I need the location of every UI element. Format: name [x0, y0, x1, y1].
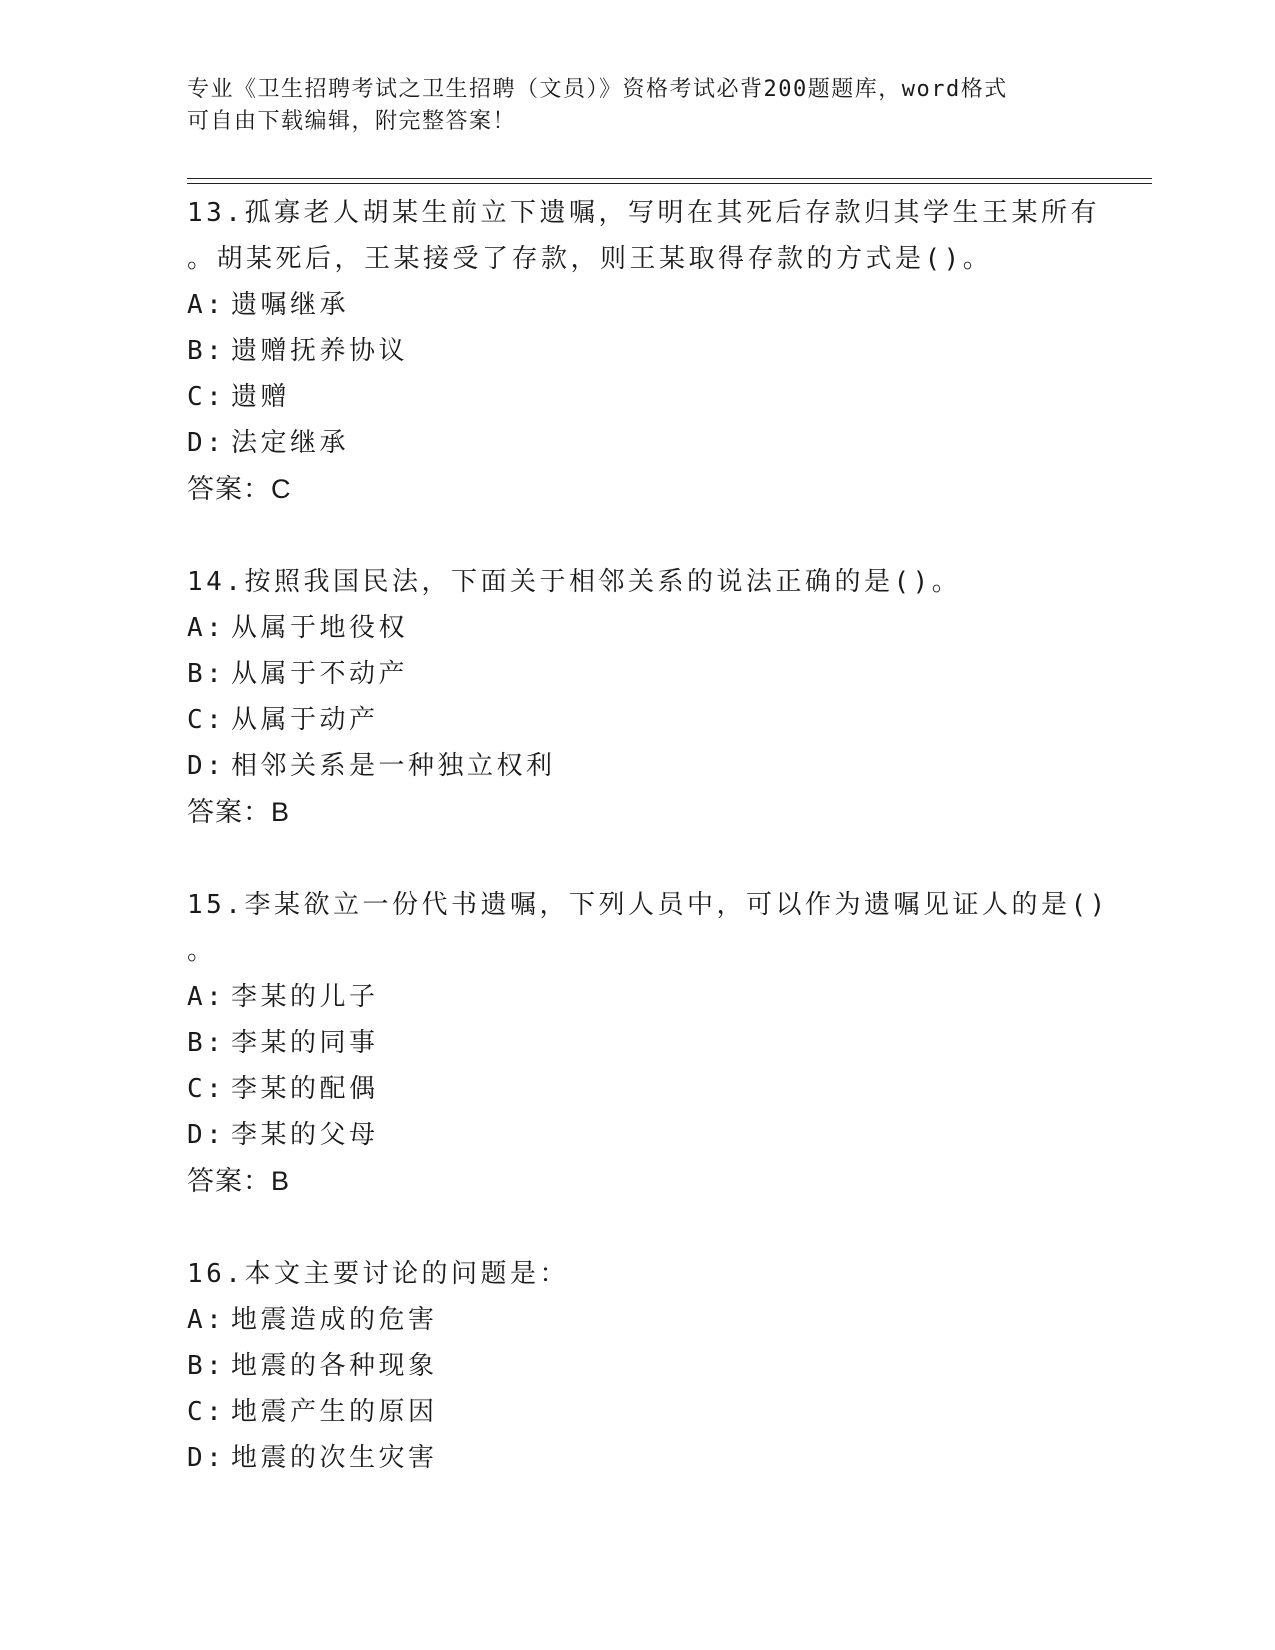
option-letter: D:: [187, 428, 226, 458]
option-text: 地震的次生灾害: [231, 1443, 438, 1473]
option-text: 李某的儿子: [231, 982, 379, 1012]
option-letter: A:: [187, 1305, 226, 1335]
question-16: [187, 1251, 1087, 1481]
option-b: [187, 651, 1087, 697]
option-c: [187, 374, 1087, 420]
option-b: [187, 1020, 1087, 1066]
option-c: [187, 697, 1087, 743]
question-15: [187, 882, 1109, 1204]
question-stem: [187, 882, 1109, 974]
option-d: [187, 420, 1087, 466]
option-b: [187, 328, 1087, 374]
option-c: [187, 1066, 1087, 1112]
option-text: 从属于地役权: [231, 613, 409, 643]
header-divider: [187, 178, 1152, 184]
question-stem-line: 16.本文主要讨论的问题是：: [187, 1259, 569, 1289]
option-a: [187, 974, 1087, 1020]
option-text: 法定继承: [231, 428, 350, 458]
option-text: 从属于动产: [231, 705, 379, 735]
option-letter: C:: [187, 1397, 226, 1427]
option-letter: C:: [187, 382, 226, 412]
option-letter: B:: [187, 1028, 226, 1058]
answer-label: 答案：B: [187, 797, 291, 827]
option-a: [187, 1297, 1087, 1343]
document-header: [187, 74, 1067, 138]
option-letter: C:: [187, 1074, 226, 1104]
option-letter: D:: [187, 1120, 226, 1150]
option-d: [187, 1435, 1087, 1481]
question-13: [187, 190, 1100, 512]
option-a: [187, 282, 1087, 328]
question-list: [187, 190, 1109, 1528]
question-14: [187, 559, 1087, 835]
question-stem-line: 。: [187, 936, 217, 966]
option-text: 遗嘱继承: [231, 290, 350, 320]
option-b: [187, 1343, 1087, 1389]
option-c: [187, 1389, 1087, 1435]
question-stem: [187, 1251, 1087, 1297]
option-letter: D:: [187, 1443, 226, 1473]
option-letter: B:: [187, 659, 226, 689]
option-letter: C:: [187, 705, 226, 735]
question-stem-line: 13.孤寡老人胡某生前立下遗嘱，写明在其死后存款归其学生王某所有: [187, 198, 1100, 228]
option-text: 李某的配偶: [231, 1074, 379, 1104]
option-text: 李某的同事: [231, 1028, 379, 1058]
option-text: 李某的父母: [231, 1120, 379, 1150]
option-text: 从属于不动产: [231, 659, 409, 689]
question-stem: [187, 559, 1087, 605]
answer-label: 答案：C: [187, 474, 292, 504]
option-letter: A:: [187, 290, 226, 320]
option-d: [187, 743, 1087, 789]
answer-label: 答案：B: [187, 1166, 291, 1196]
option-letter: B:: [187, 336, 226, 366]
option-text: 地震产生的原因: [231, 1397, 438, 1427]
header-line-1: 专业《卫生招聘考试之卫生招聘（文员）》资格考试必背200题题库，word格式: [187, 77, 1008, 102]
option-text: 遗赠: [231, 382, 291, 412]
option-text: 地震的各种现象: [231, 1351, 438, 1381]
option-text: 相邻关系是一种独立权利: [231, 751, 556, 781]
option-letter: A:: [187, 982, 226, 1012]
option-text: 遗赠抚养协议: [231, 336, 409, 366]
question-stem: [187, 190, 1100, 282]
question-stem-line: 14.按照我国民法，下面关于相邻关系的说法正确的是()。: [187, 567, 962, 597]
option-text: 地震造成的危害: [231, 1305, 438, 1335]
option-letter: D:: [187, 751, 226, 781]
option-a: [187, 605, 1087, 651]
header-line-2: 可自由下载编辑，附完整答案！: [187, 109, 517, 134]
question-stem-line: 15.李某欲立一份代书遗嘱，下列人员中，可以作为遗嘱见证人的是(): [187, 890, 1109, 920]
question-stem-line: 。胡某死后，王某接受了存款，则王某取得存款的方式是()。: [187, 244, 993, 274]
option-letter: A:: [187, 613, 226, 643]
option-d: [187, 1112, 1087, 1158]
option-letter: B:: [187, 1351, 226, 1381]
